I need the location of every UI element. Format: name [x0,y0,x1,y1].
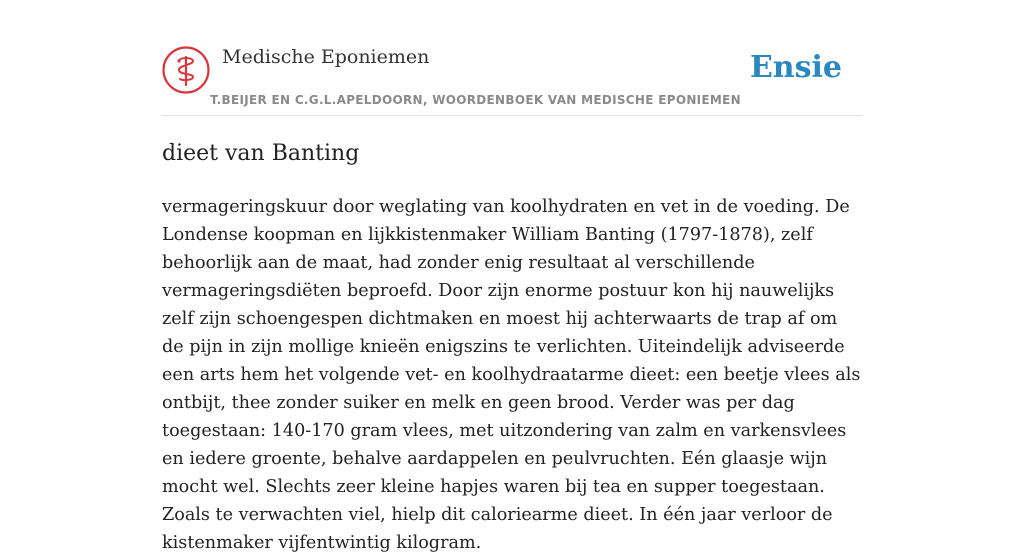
source-title[interactable]: Medische Eponiemen [222,46,430,68]
caduceus-icon[interactable] [162,46,210,94]
source-header [162,46,862,116]
entry-body: vermageringskuur door weglating van koolhydraten en vet in de voeding. De Londense koopman en lijkkistenmaker William Banting (1797-1878), zelf behoorlijk aan de maat, had zonder enig resultaat al verschillende vermageringsdiëten beproefd. Door zijn enorme postuur kon hij nauwelijks zelf zijn schoengespen dichtmaken en moest hij achterwaarts de trap af om de pijn in zijn mollige knieën enigszins te verlichten. Uiteindelijk adviseerde een arts hem het volgende vet- en koolhydraatarme dieet: een beetje vlees als ontbijt, thee zonder suiker en melk en geen brood. Verder was per dag toegestaan: 140-170 gram vlees, met uitzondering van zalm en varkensvlees en iedere groente, behalve aardappelen en peulvruchten. Eén glaasje wijn mocht wel. Slechts zeer kleine hapjes waren bij tea en supper toegestaan. Zoals te verwachten viel, hielp dit caloriearme dieet. In één jaar verloor de kistenmaker vijfentwintig kilogram. [162,197,861,553]
brand-logo[interactable]: Ensie [749,50,842,85]
entry-title: dieet van Banting [162,141,360,166]
source-subtitle[interactable]: T.BEIJER EN C.G.L.APELDOORN, WOORDENBOEK VAN MEDISCHE EPONIEMEN [210,93,742,107]
header-divider [162,115,862,116]
